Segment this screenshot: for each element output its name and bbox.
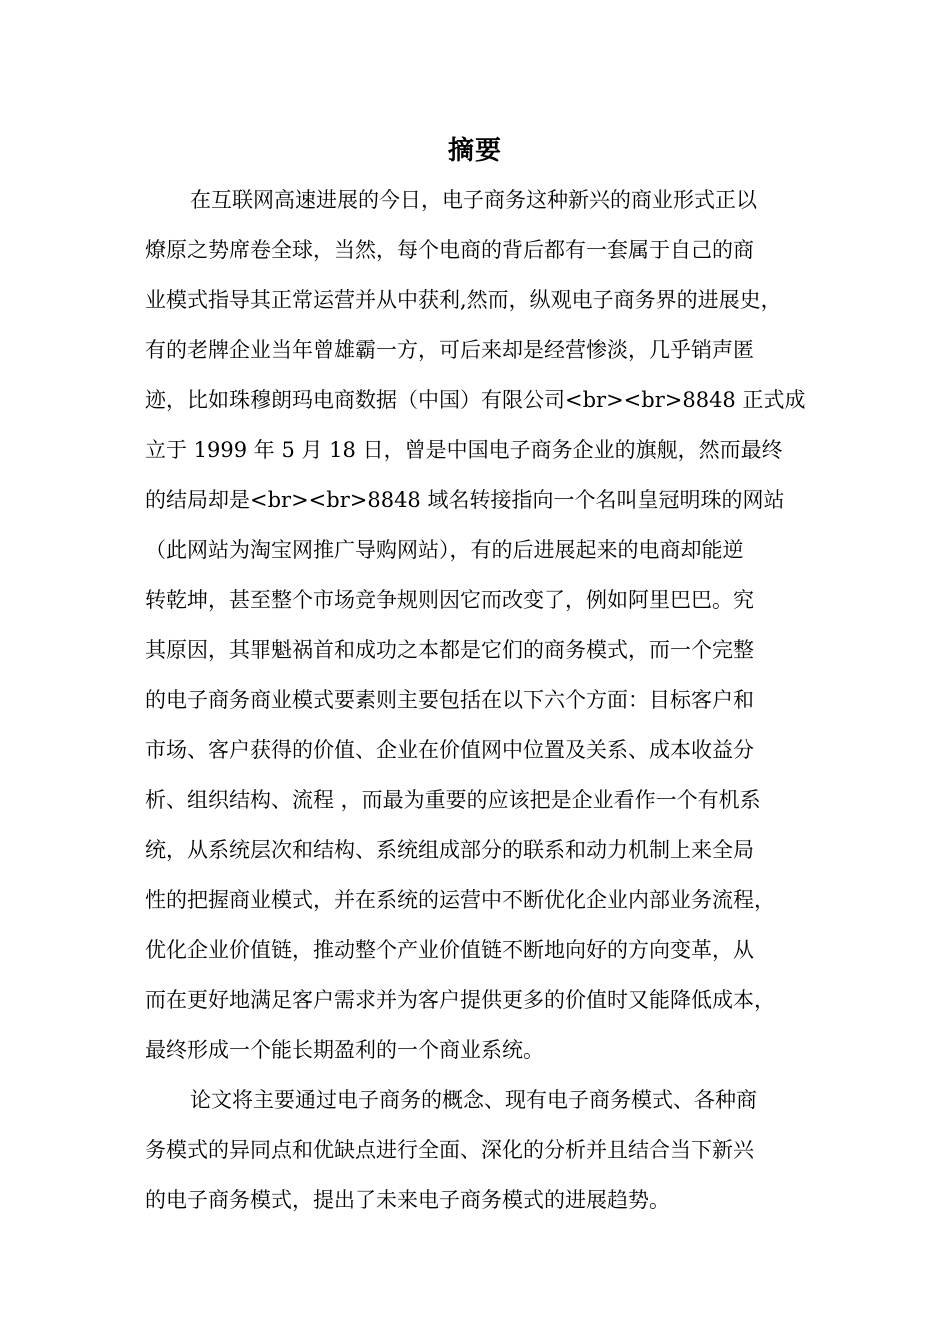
paragraph-line: 务模式的异同点和优缺点进行全面、深化的分析并且结合当下新兴: [145, 1138, 754, 1162]
paragraph-line: 最终形成一个能长期盈利的一个商业系统。: [145, 1038, 544, 1062]
paragraph-line: 转乾坤，甚至整个市场竞争规则因它而改变了，例如阿里巴巴。究: [145, 588, 754, 612]
paragraph-line: 的结局却是<br><br>8848 域名转接指向一个名叫皇冠明珠的网站: [145, 488, 785, 512]
paragraph-line: 的电子商务模式，提出了未来电子商务模式的进展趋势。: [145, 1188, 670, 1212]
paragraph-line: 燎原之势席卷全球，当然，每个电商的背后都有一套属于自己的商: [145, 238, 754, 262]
paragraph-line: 论文将主要通过电子商务的概念、现有电子商务模式、各种商: [190, 1088, 757, 1112]
paragraph-line: 市场、客户获得的价值、企业在价值网中位置及关系、成本收益分: [145, 738, 754, 762]
paragraph-line: 业模式指导其正常运营并从中获利,然而，纵观电子商务界的进展史，: [145, 288, 782, 312]
paragraph-line: 立于 1999 年 5 月 18 日，曾是中国电子商务企业的旗舰，然而最终: [145, 438, 783, 462]
paragraph-line: 在互联网高速进展的今日，电子商务这种新兴的商业形式正以: [190, 188, 757, 212]
paragraph-line: 有的老牌企业当年曾雄霸一方，可后来却是经营惨淡，几乎销声匿: [145, 338, 754, 362]
paragraph-line: 优化企业价值链，推动整个产业价值链不断地向好的方向变革，从: [145, 938, 754, 962]
paragraph-line: 而在更好地满足客户需求并为客户提供更多的价值时又能降低成本，: [145, 988, 775, 1012]
paragraph-line: 统，从系统层次和结构、系统组成部分的联系和动力机制上来全局: [145, 838, 754, 862]
paragraph-line: 析、组织结构、流程 ，而最为重要的应该把是企业看作一个有机系: [145, 788, 761, 812]
paragraph-line: 的电子商务商业模式要素则主要包括在以下六个方面：目标客户和: [145, 688, 754, 712]
paragraph-line: 其原因，其罪魁祸首和成功之本都是它们的商务模式，而一个完整: [145, 638, 754, 662]
paragraph-line: （此网站为淘宝网推广导购网站），有的后进展起来的电商却能逆: [145, 538, 744, 562]
page-title: 摘要: [447, 136, 502, 166]
paragraph-line: 迹，比如珠穆朗玛电商数据（中国）有限公司<br><br>8848 正式成: [145, 388, 806, 412]
paragraph-line: 性的把握商业模式，并在系统的运营中不断优化企业内部业务流程，: [145, 888, 775, 912]
